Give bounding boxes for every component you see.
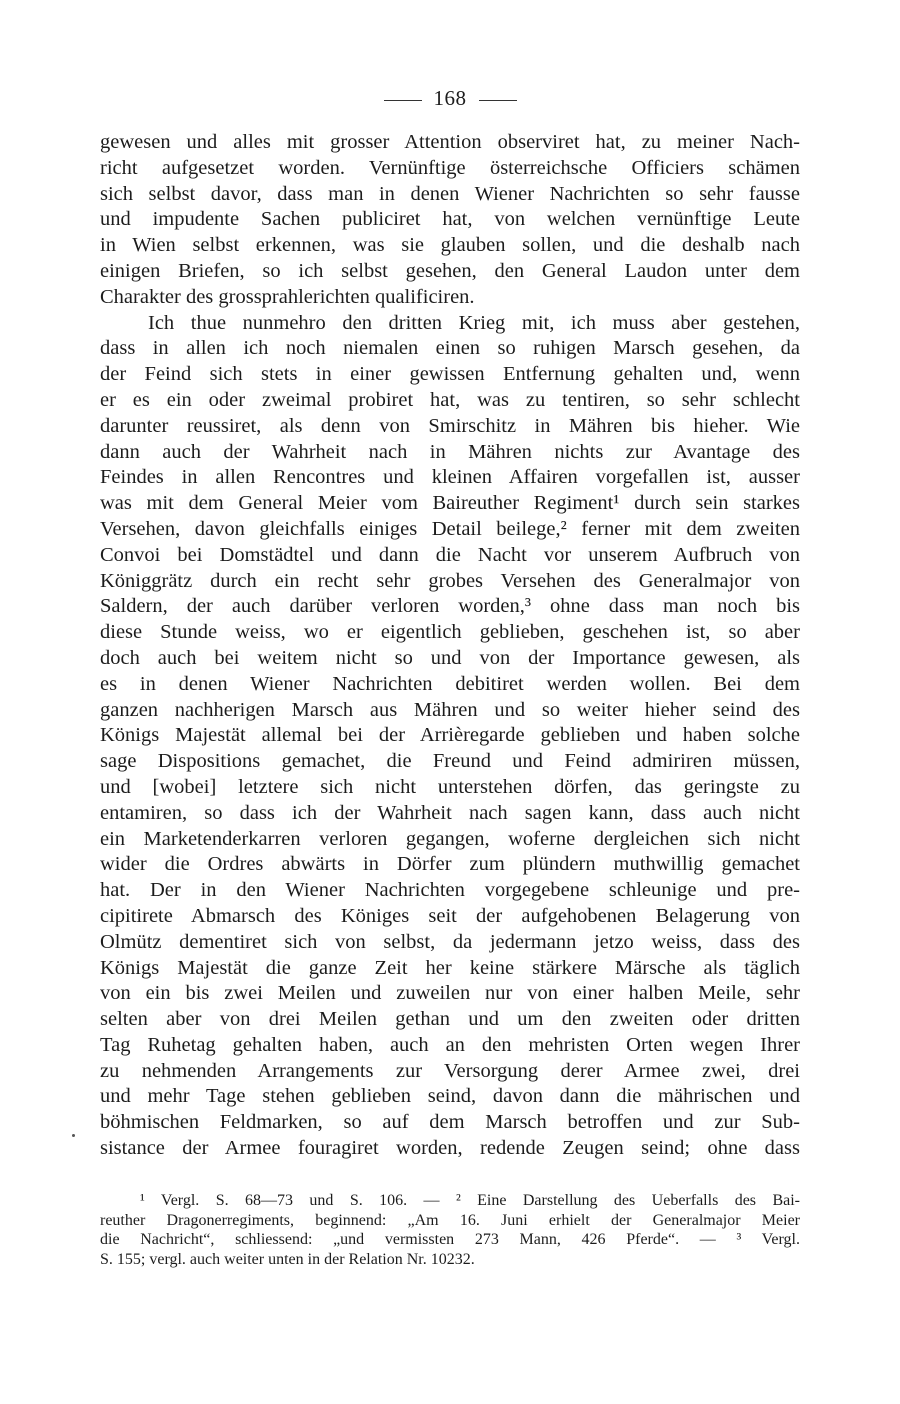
text-line: und impudente Sachen publiciret hat, von welchen vernünftige Leute: [100, 208, 800, 231]
text-line: in Wien selbst erkennen, was sie glauben sollen, und die deshalb nach: [100, 234, 800, 257]
text-line: gewesen und alles mit grosser Attention observiret hat, zu meiner Nach-: [100, 131, 800, 153]
text-line: sage Dispositions gemachet, die Freund und Feind admiriren müssen,: [100, 750, 800, 773]
footnote-line: S. 155; vergl. auch weiter unten in der Relation Nr. 10232.: [100, 1250, 475, 1268]
text-line: dann auch der Wahrheit nach in Mähren nichts zur Avantage des: [100, 440, 800, 463]
text-line: Saldern, der auch darüber verloren worden,³ ohne dass man noch bis: [100, 595, 800, 618]
text-line: er es ein oder zweimal probiret hat, was zu tentiren, so sehr schlecht: [100, 388, 800, 411]
text-line: wider die Ordres abwärts in Dörfer zum plündern muthwillig gemachet: [100, 853, 800, 876]
footnote-line: die Nachricht“, schliessend: „und vermissten 273 Mann, 426 Pferde“. — ³ Vergl.: [100, 1231, 800, 1249]
footnote-line: reuther Dragonerregiments, beginnend: „Am 16. Juni erhielt der Generalmajor Meier: [100, 1211, 800, 1229]
text-line: sistance der Armee fouragiret worden, redende Zeugen seind; ohne dass: [100, 1137, 800, 1160]
header-rule-right: [479, 100, 517, 101]
text-line: der Feind sich stets in einer gewissen Entfernung gehalten und, wenn: [100, 363, 800, 386]
text-line: Königs Majestät allemal bei der Arrièregarde geblieben und haben solche: [100, 724, 800, 747]
text-line: darunter reussiret, als denn von Smirschitz in Mähren bis hieher. Wie: [100, 414, 800, 437]
text-line: Charakter des grossprahlerichten qualificiren.: [100, 285, 475, 308]
text-line: doch auch bei weitem nicht so und von der Importance gewesen, als: [100, 646, 800, 669]
text-line: und mehr Tage stehen geblieben seind, davon dann die mährischen und: [100, 1085, 800, 1108]
text-line: cipitirete Abmarsch des Königes seit der aufgehobenen Belagerung von: [100, 904, 800, 927]
text-line: ein Marketenderkarren verloren gegangen, woferne dergleichen sich nicht: [100, 827, 800, 850]
text-line: zu nehmenden Arrangements zur Versorgung derer Armee zwei, drei: [100, 1059, 800, 1082]
text-line: Versehen, davon gleichfalls einiges Detail beilege,² ferner mit dem zweiten: [100, 517, 800, 540]
text-line: selten aber von drei Meilen gethan und um den zweiten oder dritten: [100, 1008, 800, 1031]
text-line: einigen Briefen, so ich selbst gesehen, den General Laudon unter dem: [100, 259, 800, 282]
text-line: Tag Ruhetag gehalten haben, auch an den mehristen Orten wegen Ihrer: [100, 1033, 800, 1056]
text-line: Königgrätz durch ein recht sehr grobes Versehen des Generalmajor von: [100, 569, 800, 592]
text-line: von ein bis zwei Meilen und zuweilen nur von einer halben Meile, sehr: [100, 982, 800, 1005]
text-line: Feindes in allen Rencontres und kleinen Affairen vorgefallen ist, ausser: [100, 466, 800, 489]
footnotes: [100, 1191, 800, 1269]
text-line: ganzen nachherigen Marsch aus Mähren und so weiter hieher seind des: [100, 698, 800, 721]
text-line: diese Stunde weiss, wo er eigentlich geblieben, geschehen ist, so aber: [100, 621, 800, 644]
text-line: Königs Majestät die ganze Zeit her keine stärkere Märsche als täglich: [100, 956, 800, 979]
text-line: böhmischen Feldmarken, so auf dem Marsch betroffen und zur Sub-: [100, 1111, 800, 1134]
print-speck: [72, 1134, 75, 1137]
page-header: [0, 86, 900, 111]
text-line: hat. Der in den Wiener Nachrichten vorgegebene schleunige und pre-: [100, 879, 800, 902]
text-line: Olmütz dementiret sich von selbst, da jedermann jetzo weiss, dass des: [100, 930, 800, 953]
text-line: entamiren, so dass ich der Wahrheit nach sagen kann, dass auch nicht: [100, 801, 800, 824]
text-line: es in denen Wiener Nachrichten debitiret werden wollen. Bei dem: [100, 672, 800, 695]
text-line: dass in allen ich noch niemalen einen so ruhigen Marsch gesehen, da: [100, 337, 800, 360]
text-line: was mit dem General Meier vom Baireuther Regiment¹ durch sein starkes: [100, 492, 800, 515]
footnote-line: ¹ Vergl. S. 68—73 und S. 106. — ² Eine Darstellung des Ueberfalls des Bai-: [140, 1192, 800, 1209]
text-line: sich selbst davor, dass man in denen Wiener Nachrichten so sehr fausse: [100, 182, 800, 205]
text-line: richt aufgesetzet worden. Vernünftige österreichsche Officiers schämen: [100, 156, 800, 179]
text-line: Ich thue nunmehro den dritten Krieg mit, ich muss aber gestehen,: [148, 311, 800, 334]
page-number: 168: [433, 86, 467, 110]
text-line: Convoi bei Domstädtel und dann die Nacht vor unserem Aufbruch von: [100, 543, 800, 566]
text-line: und [wobei] letztere sich nicht unterstehen dörfen, das geringste zu: [100, 775, 800, 798]
main-text: [100, 130, 800, 1162]
header-rule-left: [384, 100, 422, 101]
